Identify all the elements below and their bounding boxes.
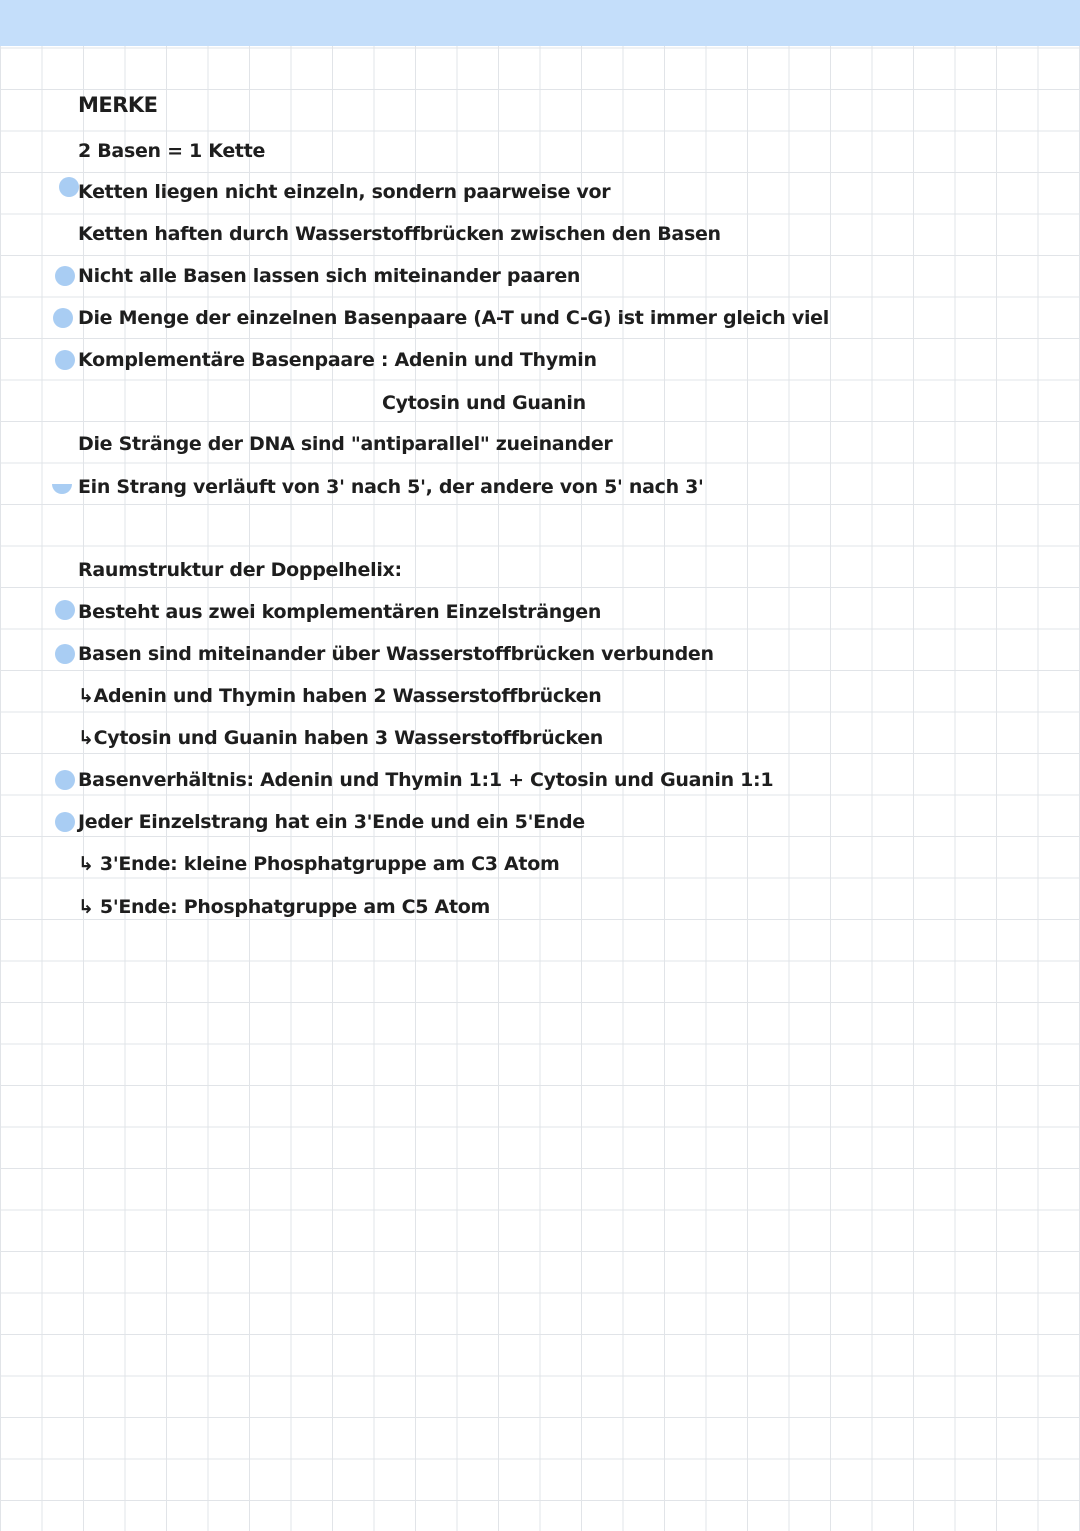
note-line: Ketten haften durch Wasserstoffbrücken zwischen den Basen [78,223,721,245]
bullet-dot-icon [55,266,75,286]
bullet-dot-icon [59,177,79,197]
note-line: Cytosin und Guanin [382,392,586,414]
note-line: Besteht aus zwei komplementären Einzelsträngen [78,601,602,623]
bullet-dot-icon [55,350,75,370]
note-line: Die Menge der einzelnen Basenpaare (A-T und C-G) ist immer gleich viel [78,307,829,329]
notes-heading: MERKE [78,93,158,117]
note-line: Komplementäre Basenpaare : Adenin und Thymin [78,349,597,371]
note-subline: ↳Adenin und Thymin haben 2 Wasserstoffbrücken [78,685,602,707]
bullet-dot-icon [55,600,75,620]
note-line: Nicht alle Basen lassen sich miteinander paaren [78,265,581,287]
note-line: 2 Basen = 1 Kette [78,140,266,162]
note-line: Jeder Einzelstrang hat ein 3'Ende und ein 5'Ende [78,811,585,833]
note-line: Basenverhältnis: Adenin und Thymin 1:1 + Cytosin und Guanin 1:1 [78,769,774,791]
note-line: Ketten liegen nicht einzeln, sondern paarweise vor [78,181,611,203]
note-line: Basen sind miteinander über Wasserstoffbrücken verbunden [78,643,714,665]
bullet-dot-icon [55,644,75,664]
note-subline: ↳Cytosin und Guanin haben 3 Wasserstoffbrücken [78,727,604,749]
note-line: Die Stränge der DNA sind "antiparallel" zueinander [78,433,613,455]
note-subline: ↳ 3'Ende: kleine Phosphatgruppe am C3 Atom [78,853,560,875]
bullet-dot-icon [52,474,72,494]
structure-heading: Raumstruktur der Doppelhelix: [78,559,402,581]
note-line: Ein Strang verläuft von 3' nach 5', der andere von 5' nach 3' [78,476,704,498]
bullet-dot-icon [55,812,75,832]
note-subline: ↳ 5'Ende: Phosphatgruppe am C5 Atom [78,896,490,918]
bullet-dot-icon [53,308,73,328]
bullet-dot-icon [55,770,75,790]
